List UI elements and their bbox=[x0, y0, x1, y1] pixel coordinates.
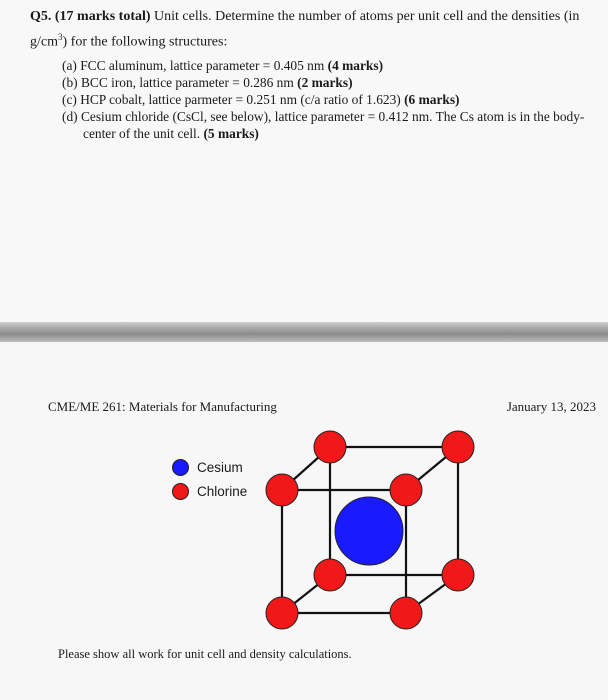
instructions-text: Please show all work for unit cell and density calculations. bbox=[58, 647, 352, 661]
question-intro-rest: ) for the following structures: bbox=[62, 34, 228, 50]
question-unit: g/cm bbox=[30, 34, 58, 50]
course-title: CME/ME 261: Materials for Manufacturing bbox=[48, 399, 277, 414]
chlorine-atom bbox=[314, 559, 346, 591]
document-date: January 13, 2023 bbox=[506, 399, 596, 414]
part-d-marks: (5 marks) bbox=[203, 126, 259, 141]
part-c-marks: (6 marks) bbox=[404, 92, 460, 107]
part-d-text: (d) Cesium chloride (CsCl, see below), lattice parameter = 0.412 nm. The Cs atom is in the body- bbox=[62, 109, 585, 124]
legend-label-cesium: Cesium bbox=[197, 459, 243, 475]
part-b-text: (b) BCC iron, lattice parameter = 0.286 nm bbox=[62, 75, 298, 90]
chlorine-atom bbox=[314, 431, 346, 463]
chlorine-atom bbox=[442, 559, 474, 591]
question-number: Q5. bbox=[30, 9, 52, 24]
part-a-marks: (4 marks) bbox=[327, 58, 384, 73]
cesium-atom bbox=[335, 497, 403, 565]
part-a-text: (a) FCC aluminum, lattice parameter = 0.405 nm bbox=[62, 58, 328, 73]
chlorine-atom bbox=[390, 474, 422, 506]
question-intro: Unit cells. Determine the number of atoms per unit cell and the densities (in bbox=[154, 9, 580, 24]
legend-label-chlorine: Chlorine bbox=[197, 483, 248, 499]
part-d-continuation: center of the unit cell. bbox=[83, 126, 204, 141]
part-c-text: (c) HCP cobalt, lattice parmeter = 0.251 nm (c/a ratio of 1.623) bbox=[62, 92, 405, 107]
chlorine-atom bbox=[442, 431, 474, 463]
chlorine-atom bbox=[266, 597, 298, 629]
chlorine-atom bbox=[266, 474, 298, 506]
chlorine-atom bbox=[390, 597, 422, 629]
question-unit-exponent: 3 bbox=[58, 32, 63, 42]
question-marks: (17 marks total) bbox=[54, 9, 151, 24]
part-b-marks: (2 marks) bbox=[297, 75, 353, 90]
